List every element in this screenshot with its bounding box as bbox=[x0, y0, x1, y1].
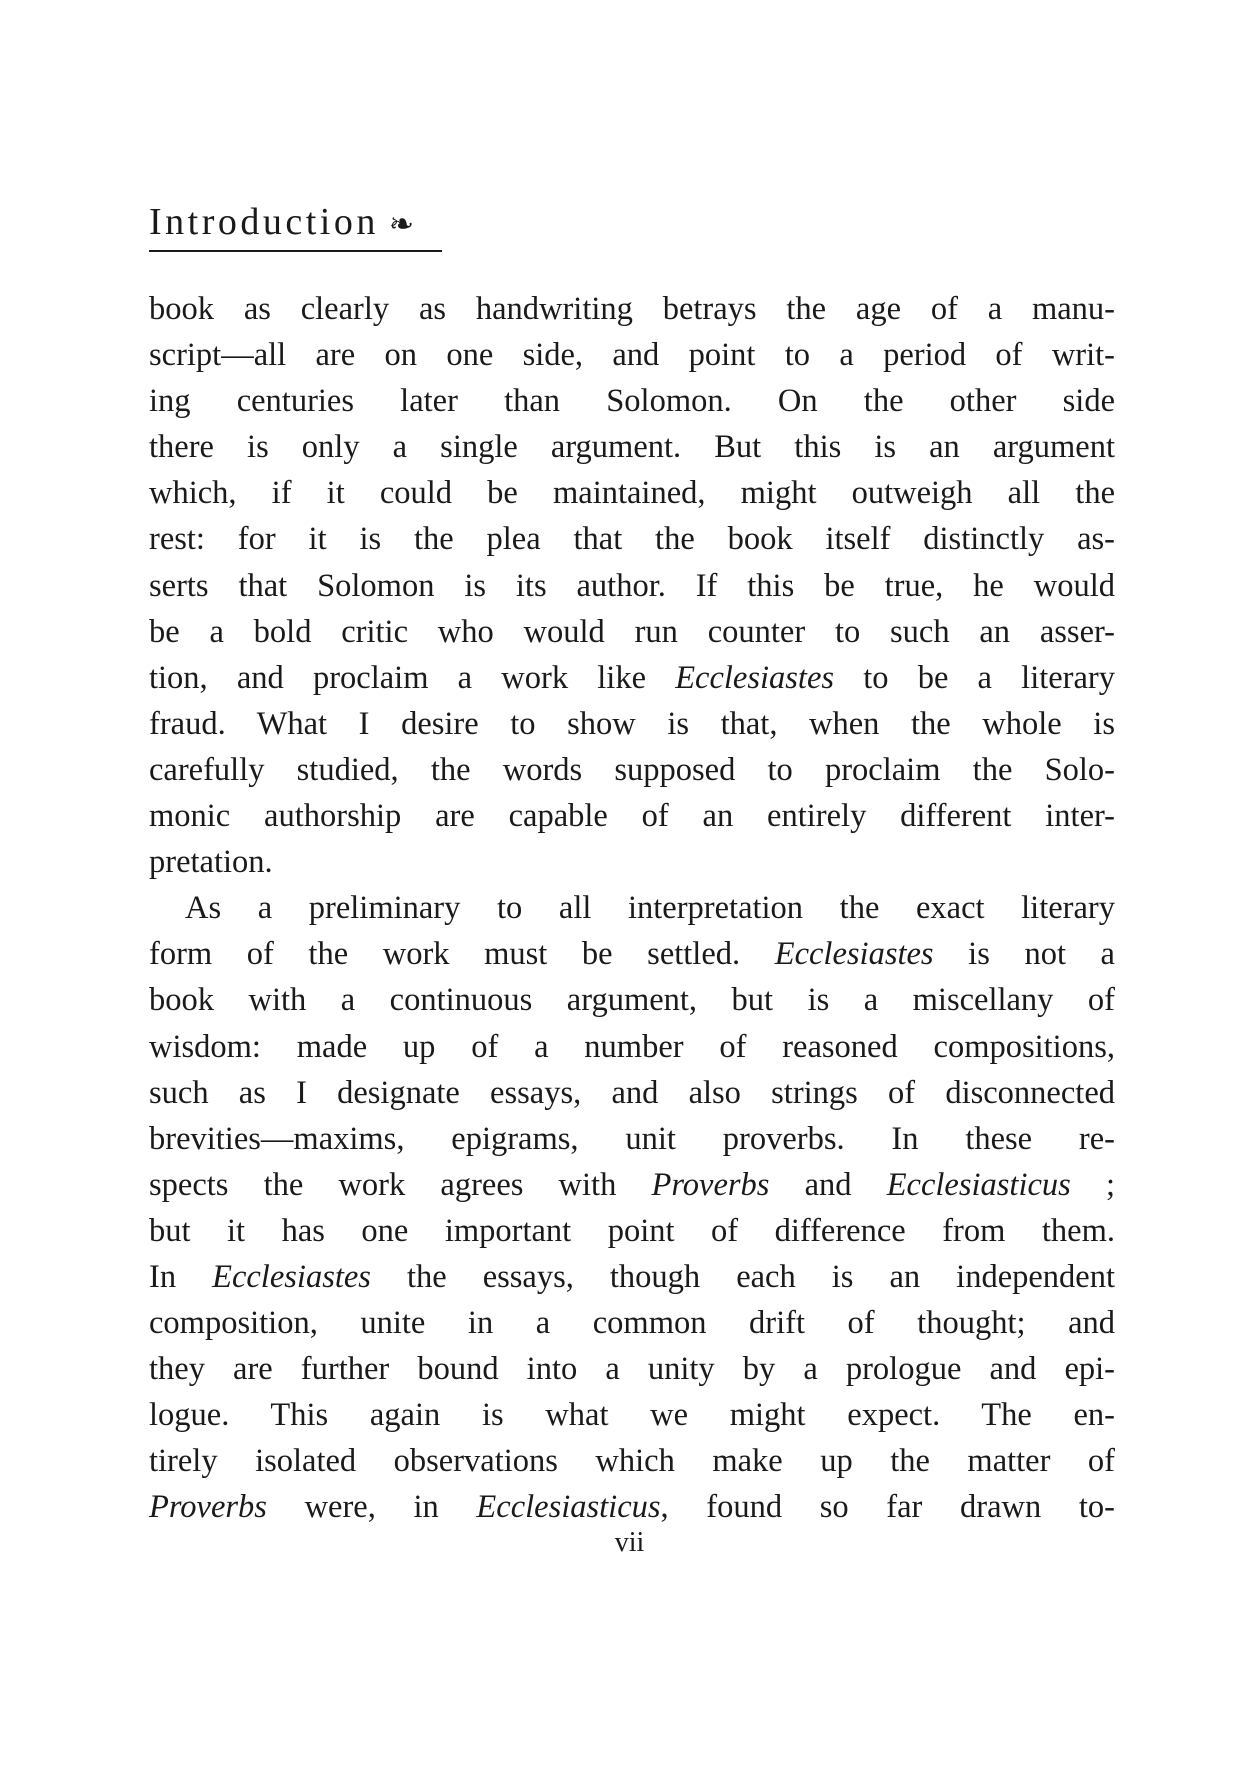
text-line: pretation. bbox=[149, 844, 273, 881]
text-line: book as clearly as handwriting betrays the age of a manu- bbox=[149, 291, 1115, 327]
book-title: Ecclesiastes bbox=[212, 1258, 371, 1295]
text-line: logue. This again is what we might expect. The en- bbox=[149, 1397, 1115, 1434]
text-line: tirely isolated observations which make up the matter of bbox=[149, 1443, 1115, 1480]
text-line: serts that Solomon is its author. If this be true, he would bbox=[149, 567, 1115, 604]
text-line: spects the work agrees with Proverbs and Ecclesiasticus ; bbox=[149, 1166, 1115, 1203]
text-line: brevities—maxims, epigrams, unit proverbs. In these re- bbox=[149, 1120, 1115, 1157]
text-line: fraud. What I desire to show is that, when the whole is bbox=[149, 705, 1115, 742]
body-text bbox=[149, 286, 1115, 1531]
text-line: be a bold critic who would run counter to such an asser- bbox=[149, 613, 1115, 650]
text-line: Proverbs were, in Ecclesiasticus, found so far drawn to- bbox=[149, 1489, 1115, 1526]
book-title: Ecclesiasticus bbox=[476, 1489, 661, 1526]
text-line: such as I designate essays, and also strings of disconnected bbox=[149, 1074, 1115, 1111]
text-line: composition, unite in a common drift of thought; and bbox=[149, 1305, 1115, 1342]
page-number: vii bbox=[614, 1527, 645, 1558]
book-title: Ecclesiasticus bbox=[886, 1166, 1071, 1203]
text-line: ing centuries later than Solomon. On the other side bbox=[149, 383, 1115, 420]
header-rule bbox=[149, 250, 442, 252]
text-line: they are further bound into a unity by a prologue and epi- bbox=[149, 1351, 1115, 1388]
text-line: carefully studied, the words supposed to proclaim the Solo- bbox=[149, 751, 1115, 788]
text-line: book with a continuous argument, but is a miscellany of bbox=[149, 982, 1115, 1019]
text-line: tion, and proclaim a work like Ecclesiastes to be a literary bbox=[149, 659, 1116, 696]
book-title: Proverbs bbox=[149, 1489, 267, 1526]
text-line: but it has one important point of difference from them. bbox=[149, 1212, 1115, 1249]
book-title: Proverbs bbox=[651, 1166, 770, 1203]
text-line: rest: for it is the plea that the book itself distinctly as- bbox=[149, 521, 1115, 558]
running-header-title: Introduction bbox=[149, 201, 379, 243]
book-title: Ecclesiastes bbox=[774, 936, 934, 973]
running-header bbox=[149, 200, 414, 247]
text-line: As a preliminary to all interpretation the exact literary bbox=[185, 890, 1115, 927]
book-title: Ecclesiastes bbox=[675, 659, 835, 696]
text-line: monic authorship are capable of an entirely different inter- bbox=[149, 798, 1115, 835]
text-line: In Ecclesiastes the essays, though each is an independent bbox=[149, 1258, 1115, 1295]
fleuron-icon: ❧ bbox=[388, 208, 414, 241]
text-line: there is only a single argument. But this is an argument bbox=[149, 429, 1115, 466]
text-line: script—all are on one side, and point to a period of writ- bbox=[149, 337, 1115, 374]
text-line: wisdom: made up of a number of reasoned compositions, bbox=[149, 1028, 1115, 1065]
text-line: which, if it could be maintained, might outweigh all the bbox=[149, 475, 1115, 512]
text-line: form of the work must be settled. Ecclesiastes is not a bbox=[149, 936, 1115, 973]
